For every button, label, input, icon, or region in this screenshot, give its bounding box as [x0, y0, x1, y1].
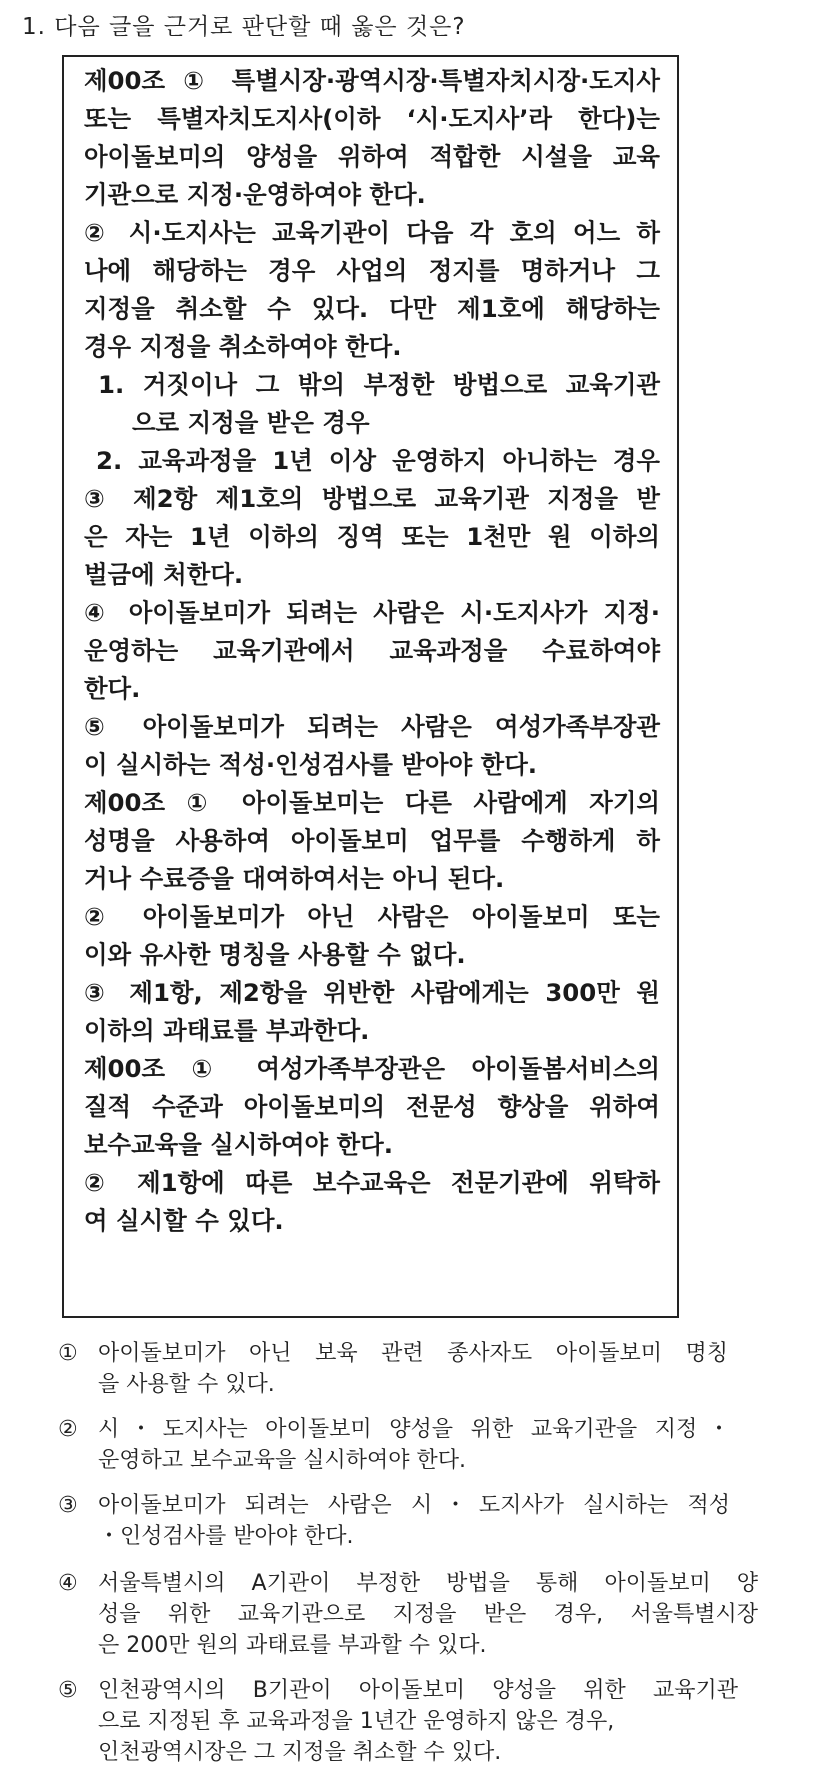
- choice-number: ④: [58, 1571, 78, 1596]
- law-line: 벌금에 처한다.: [84, 560, 244, 589]
- law-line: 성명을 사용하여 아이돌보미 업무를 수행하게 하: [84, 826, 660, 855]
- law-line: 은 자는 1년 이하의 징역 또는 1천만 원 이하의: [84, 522, 660, 551]
- choice-number: ②: [58, 1417, 78, 1442]
- law-line: ② 제1항에 따른 보수교육은 전문기관에 위탁하: [84, 1168, 660, 1197]
- choice-number: ③: [58, 1493, 78, 1518]
- law-line: 기관으로 지정·운영하여야 한다.: [84, 180, 426, 209]
- choice-3[interactable]: [58, 1490, 768, 1552]
- law-line: 제00조 ① 특별시장·광역시장·특별자치시장·도지사: [84, 66, 660, 95]
- choice-text: 으로 지정된 후 교육과정을 1년간 운영하지 않은 경우,: [98, 1709, 615, 1734]
- choice-text: 시・도지사는 아이돌보미 양성을 위한 교육기관을 지정・: [98, 1417, 730, 1442]
- choice-text: 을 사용할 수 있다.: [98, 1372, 275, 1397]
- law-line: 제00조 ① 여성가족부장관은 아이돌봄서비스의: [84, 1054, 660, 1083]
- law-item: 1. 거짓이나 그 밖의 부정한 방법으로 교육기관: [98, 370, 660, 399]
- choice-5[interactable]: [58, 1675, 768, 1768]
- law-line: 한다.: [84, 674, 141, 703]
- law-item: 2. 교육과정을 1년 이상 운영하지 아니하는 경우: [96, 446, 660, 475]
- law-line: 질적 수준과 아이돌보미의 전문성 향상을 위하여: [84, 1092, 660, 1121]
- choice-4[interactable]: [58, 1568, 768, 1661]
- choice-text: ・인성검사를 받아야 한다.: [98, 1524, 354, 1549]
- law-line: 지정을 취소할 수 있다. 다만 제1호에 해당하는: [84, 294, 660, 323]
- law-line: ④ 아이돌보미가 되려는 사람은 시·도지사가 지정·: [84, 598, 660, 627]
- question-title: 1. 다음 글을 근거로 판단할 때 옳은 것은?: [22, 14, 466, 40]
- law-line: 경우 지정을 취소하여야 한다.: [84, 332, 402, 361]
- choice-1[interactable]: [58, 1338, 768, 1400]
- choice-text: 인천광역시장은 그 지정을 취소할 수 있다.: [98, 1740, 502, 1765]
- law-item: 으로 지정을 받은 경우: [132, 408, 370, 437]
- law-line: ③ 제2항 제1호의 방법으로 교육기관 지정을 받: [84, 484, 660, 513]
- choice-text: 인천광역시의 B기관이 아이돌보미 양성을 위한 교육기관: [98, 1678, 738, 1703]
- choice-number: ①: [58, 1341, 78, 1366]
- law-line: 이와 유사한 명칭을 사용할 수 없다.: [84, 940, 466, 969]
- choice-text: 은 200만 원의 과태료를 부과할 수 있다.: [98, 1633, 487, 1658]
- law-line: 아이돌보미의 양성을 위하여 적합한 시설을 교육: [84, 142, 660, 171]
- law-line: ② 아이돌보미가 아닌 사람은 아이돌보미 또는: [84, 902, 660, 931]
- choice-text: 아이돌보미가 되려는 사람은 시・도지사가 실시하는 적성: [98, 1493, 730, 1518]
- choice-text: 운영하고 보수교육을 실시하여야 한다.: [98, 1448, 467, 1473]
- choice-2[interactable]: [58, 1414, 768, 1476]
- law-line: 거나 수료증을 대여하여서는 아니 된다.: [84, 864, 505, 893]
- choice-text: 성을 위한 교육기관으로 지정을 받은 경우, 서울특별시장: [98, 1602, 758, 1627]
- law-line: 이하의 과태료를 부과한다.: [84, 1016, 370, 1045]
- law-line: ② 시·도지사는 교육기관이 다음 각 호의 어느 하: [84, 218, 660, 247]
- law-line: ③ 제1항, 제2항을 위반한 사람에게는 300만 원: [84, 978, 660, 1007]
- law-line: ⑤ 아이돌보미가 되려는 사람은 여성가족부장관: [84, 712, 660, 741]
- choice-text: 서울특별시의 A기관이 부정한 방법을 통해 아이돌보미 양: [98, 1571, 758, 1596]
- law-line: 여 실시할 수 있다.: [84, 1206, 284, 1235]
- choice-text: 아이돌보미가 아닌 보육 관련 종사자도 아이돌보미 명칭: [98, 1341, 728, 1366]
- law-line: 또는 특별자치도지사(이하 ‘시·도지사’라 한다)는: [84, 104, 660, 133]
- law-line: 보수교육을 실시하여야 한다.: [84, 1130, 393, 1159]
- law-line: 이 실시하는 적성·인성검사를 받아야 한다.: [84, 750, 538, 779]
- choice-number: ⑤: [58, 1678, 78, 1703]
- law-line: 운영하는 교육기관에서 교육과정을 수료하여야: [84, 636, 660, 665]
- law-line: 나에 해당하는 경우 사업의 정지를 명하거나 그: [84, 256, 660, 285]
- law-line: 제00조 ① 아이돌보미는 다른 사람에게 자기의: [84, 788, 660, 817]
